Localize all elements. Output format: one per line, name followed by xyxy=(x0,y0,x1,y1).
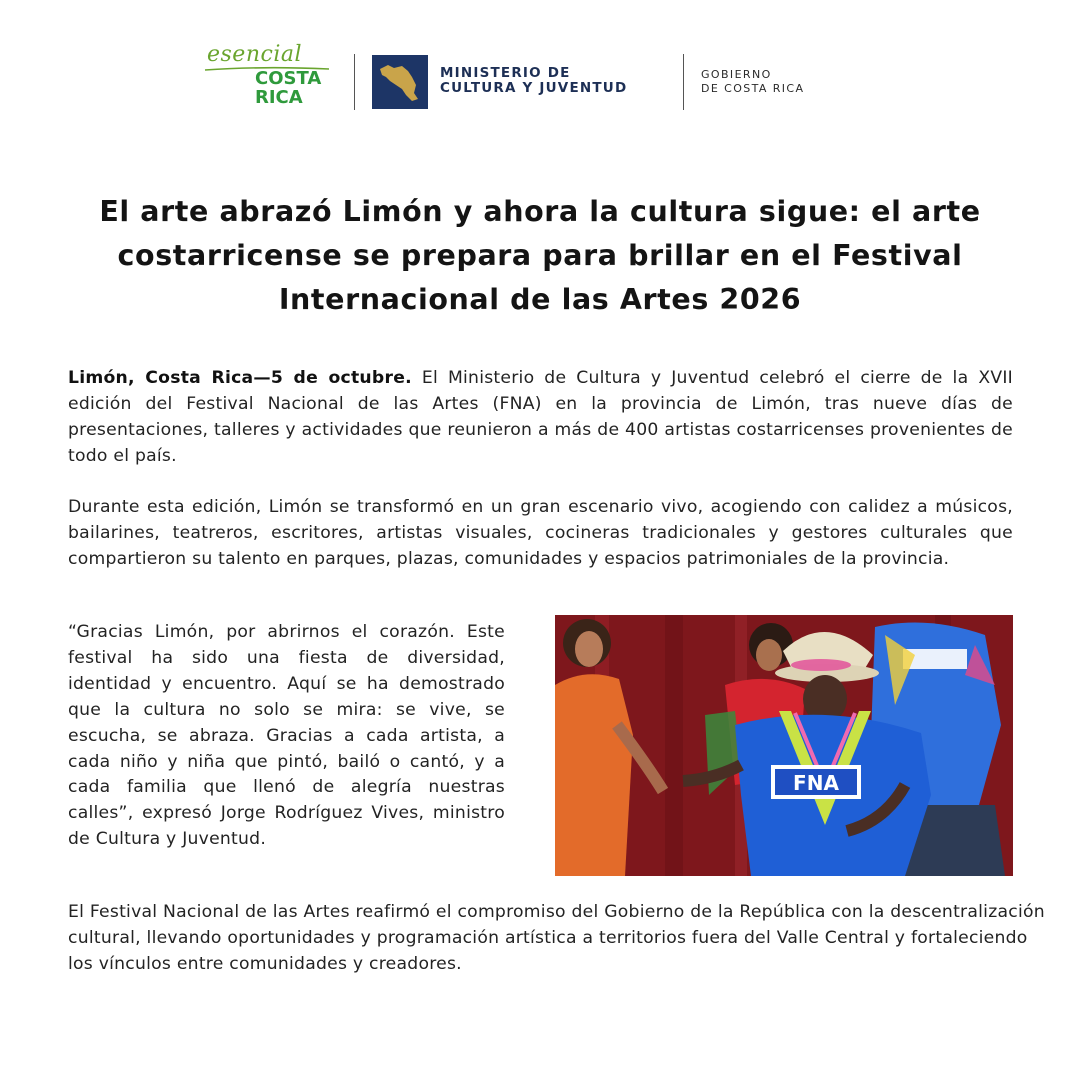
logo-divider xyxy=(683,54,684,110)
festival-photo xyxy=(555,615,1013,876)
costa-rica-wordmark xyxy=(255,69,321,107)
costa-word: COSTA xyxy=(255,68,322,89)
gobierno-wordmark xyxy=(701,68,804,96)
press-release-title: El arte abrazó Limón y ahora la cultura sigue: el arte costarricense se prepara para brillar en el Festival Internacional de las Artes 2026 xyxy=(99,195,981,316)
paragraph-edition: Durante esta edición, Limón se transformó en un gran escenario vivo, acogiendo con calidez a músicos, bailarines, teatreros, escritores, artistas visuales, cocineras tradicionales y gestores culturales que compartieron su talento en parques, plazas, comunidades y espacios patrimoniales de la provincia. xyxy=(68,497,1013,569)
minister-quote: “Gracias Limón, por abrirnos el corazón. Este festival ha sido una fiesta de diversidad, identidad y encuentro. Aquí se ha demostrado que la cultura no solo se mira: se vive, se escucha, se abraza. Gracias a cada artista, a cada niño y niña que pintó, bailó o cantó, y a cada familia que llenó de alegría nuestras calles”, expresó Jorge Rodríguez Vives, ministro de Cultura y Juventud. xyxy=(68,622,505,850)
rica-word: RICA xyxy=(255,87,303,108)
gobierno-line-2: DE COSTA RICA xyxy=(701,82,805,95)
logo-bar xyxy=(0,38,1080,118)
ministerio-wordmark xyxy=(440,66,627,96)
esencial-wordmark: esencial xyxy=(207,42,303,67)
ministerio-line-1: MINISTERIO DE xyxy=(440,65,571,81)
gobierno-line-1: GOBIERNO xyxy=(701,68,772,81)
logo-divider xyxy=(354,54,355,110)
ministerio-line-2: CULTURA Y JUVENTUD xyxy=(440,80,628,96)
photo-shirt-label: FNA xyxy=(793,771,839,795)
dateline: Limón, Costa Rica—5 de octubre. xyxy=(68,368,412,388)
paragraph-commitment: El Festival Nacional de las Artes reafirmó el compromiso del Gobierno de la República con la descentralización cultural, llevando oportunidades y programación artística a territorios fuera del Valle Central y fortaleciendo los vínculos entre comunidades y creadores. xyxy=(68,902,1045,974)
esencial-costa-rica-logo xyxy=(203,42,343,114)
paragraph-intro xyxy=(68,366,1013,470)
costa-rica-map-icon xyxy=(372,55,428,109)
intro-text: El Ministerio de Cultura y Juventud celebró el cierre de la XVII edición del Festival Nacional de las Artes (FNA) en la provincia de Limón, tras nueve días de presentaciones, talleres y actividades que reunieron a más de 400 artistas costarricenses provenientes de todo el país. xyxy=(68,368,1013,466)
